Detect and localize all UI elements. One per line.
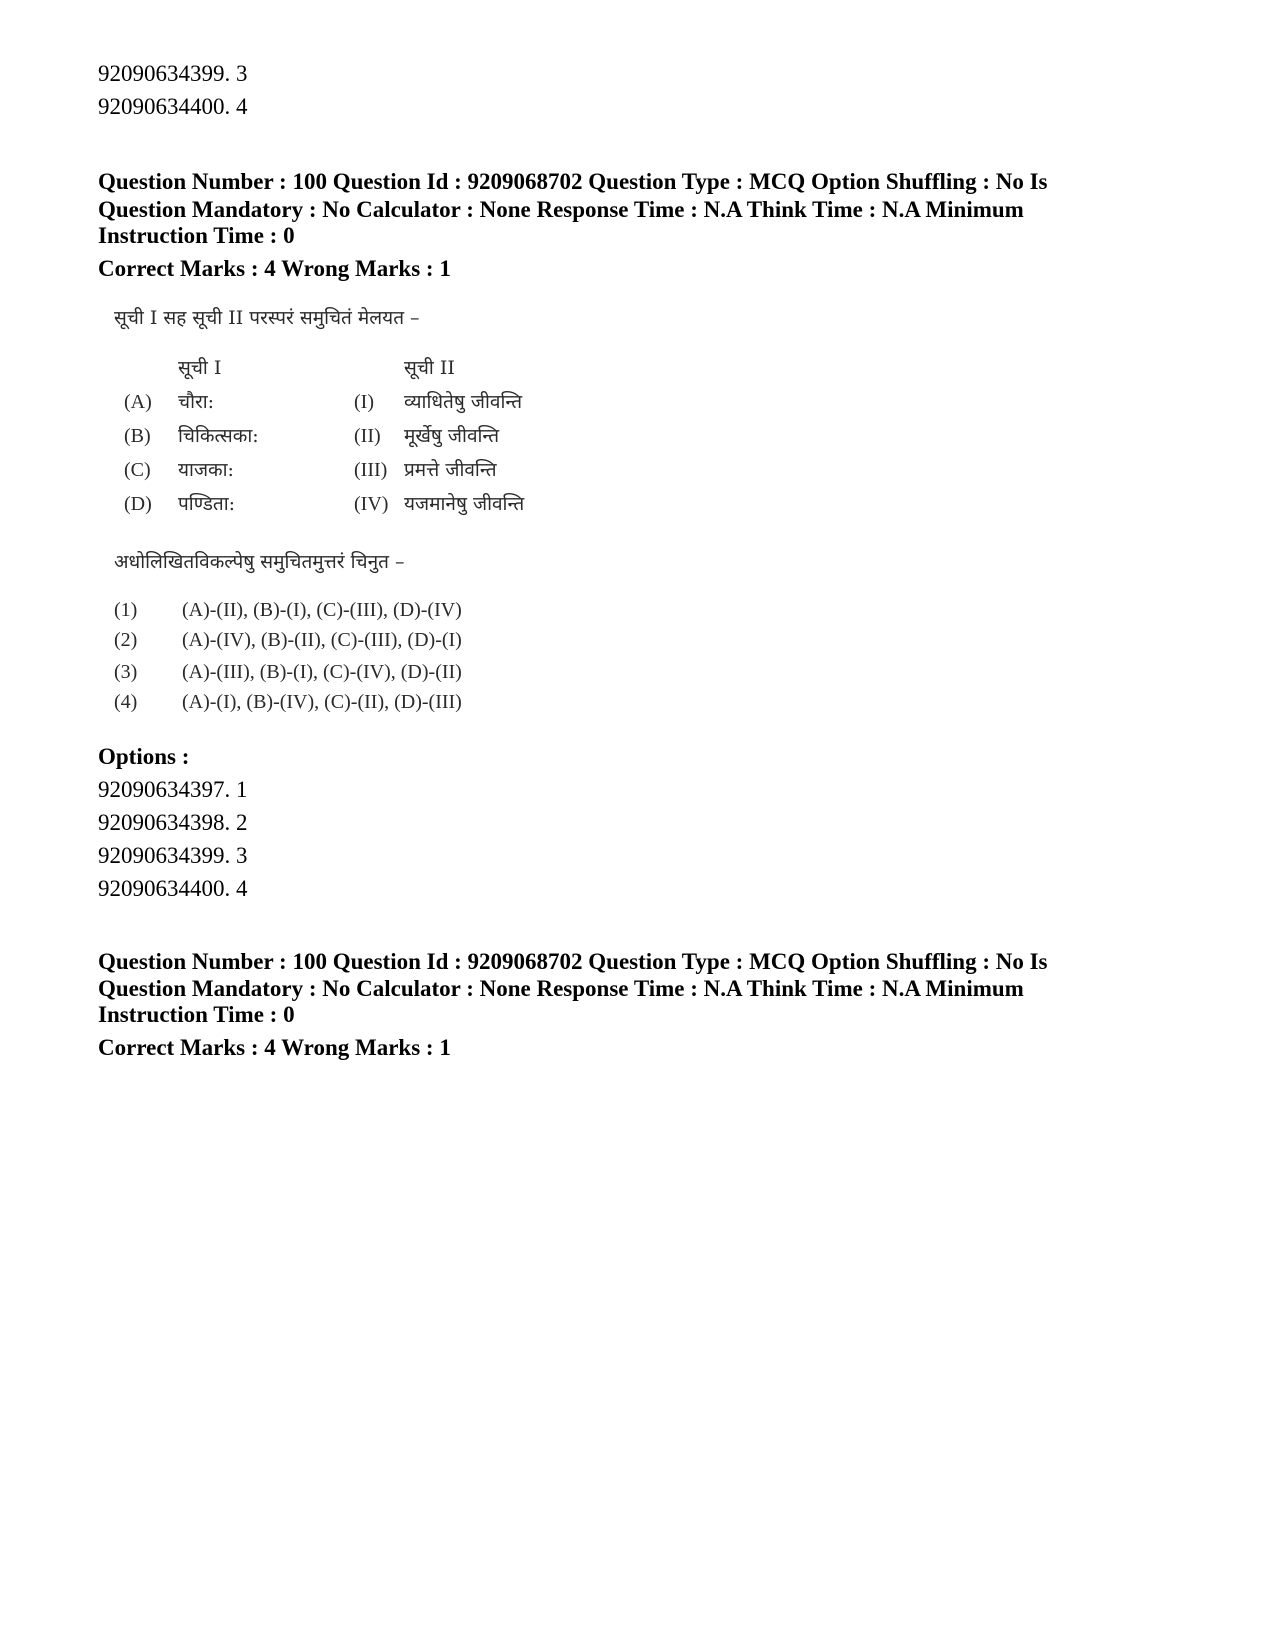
option-line: 92090634400. 4 <box>98 94 248 119</box>
choice-text: (A)-(III), (B)-(I), (C)-(IV), (D)-(II) <box>182 661 462 683</box>
list2-label: (I) <box>354 391 374 413</box>
question-header-line: Question Mandatory : No Calculator : None Response Time : N.A Think Time : N.A Minimum <box>98 976 1024 1001</box>
choice-number: (3) <box>114 661 138 683</box>
list1-label: (B) <box>124 425 151 447</box>
option-line: 92090634397. 1 <box>98 777 248 802</box>
choose-prompt: अधोलिखितविकल्पेषु समुचितमुत्तरं चिनुत – <box>114 551 405 573</box>
list2-item: मूर्खेषु जीवन्ति <box>404 425 500 447</box>
question-instruction: सूची I सह सूची II परस्परं समुचितं मेलयत – <box>114 307 420 329</box>
choice-number: (4) <box>114 691 138 713</box>
choice-text: (A)-(II), (B)-(I), (C)-(III), (D)-(IV) <box>182 599 462 621</box>
question-header-line: Instruction Time : 0 <box>98 223 295 248</box>
list2-label: (II) <box>354 425 381 447</box>
option-line: 92090634398. 2 <box>98 810 248 835</box>
list1-title: सूची I <box>178 357 222 379</box>
choice-text: (A)-(I), (B)-(IV), (C)-(II), (D)-(III) <box>182 691 462 713</box>
list1-item: चौरा: <box>178 391 215 413</box>
list1-label: (C) <box>124 459 151 481</box>
option-line: 92090634400. 4 <box>98 876 248 901</box>
choice-number: (2) <box>114 629 138 651</box>
choice-text: (A)-(IV), (B)-(II), (C)-(III), (D)-(I) <box>182 629 462 651</box>
list1-item: चिकित्सका: <box>178 425 259 447</box>
choice-number: (1) <box>114 599 138 621</box>
marks-line: Correct Marks : 4 Wrong Marks : 1 <box>98 1035 451 1060</box>
list2-item: प्रमत्ते जीवन्ति <box>404 459 497 481</box>
option-line: 92090634399. 3 <box>98 843 248 868</box>
question-header-line: Question Number : 100 Question Id : 9209068702 Question Type : MCQ Option Shuffling : No Is <box>98 169 1048 194</box>
list1-label: (A) <box>124 391 152 413</box>
options-heading: Options : <box>98 744 190 769</box>
list2-label: (III) <box>354 459 388 481</box>
question-content <box>98 300 618 760</box>
option-line: 92090634399. 3 <box>98 61 248 86</box>
marks-line: Correct Marks : 4 Wrong Marks : 1 <box>98 256 451 281</box>
list2-item: व्याधितेषु जीवन्ति <box>404 391 523 413</box>
list2-label: (IV) <box>354 493 389 515</box>
list2-title: सूची II <box>404 357 455 379</box>
list1-item: पण्डिता: <box>178 493 236 515</box>
list2-item: यजमानेषु जीवन्ति <box>404 493 525 515</box>
list1-item: याजका: <box>178 459 234 481</box>
question-header-line: Instruction Time : 0 <box>98 1002 295 1027</box>
list1-label: (D) <box>124 493 152 515</box>
question-header-line: Question Number : 100 Question Id : 9209068702 Question Type : MCQ Option Shuffling : No Is <box>98 949 1048 974</box>
question-header-line: Question Mandatory : No Calculator : None Response Time : N.A Think Time : N.A Minimum <box>98 197 1024 222</box>
